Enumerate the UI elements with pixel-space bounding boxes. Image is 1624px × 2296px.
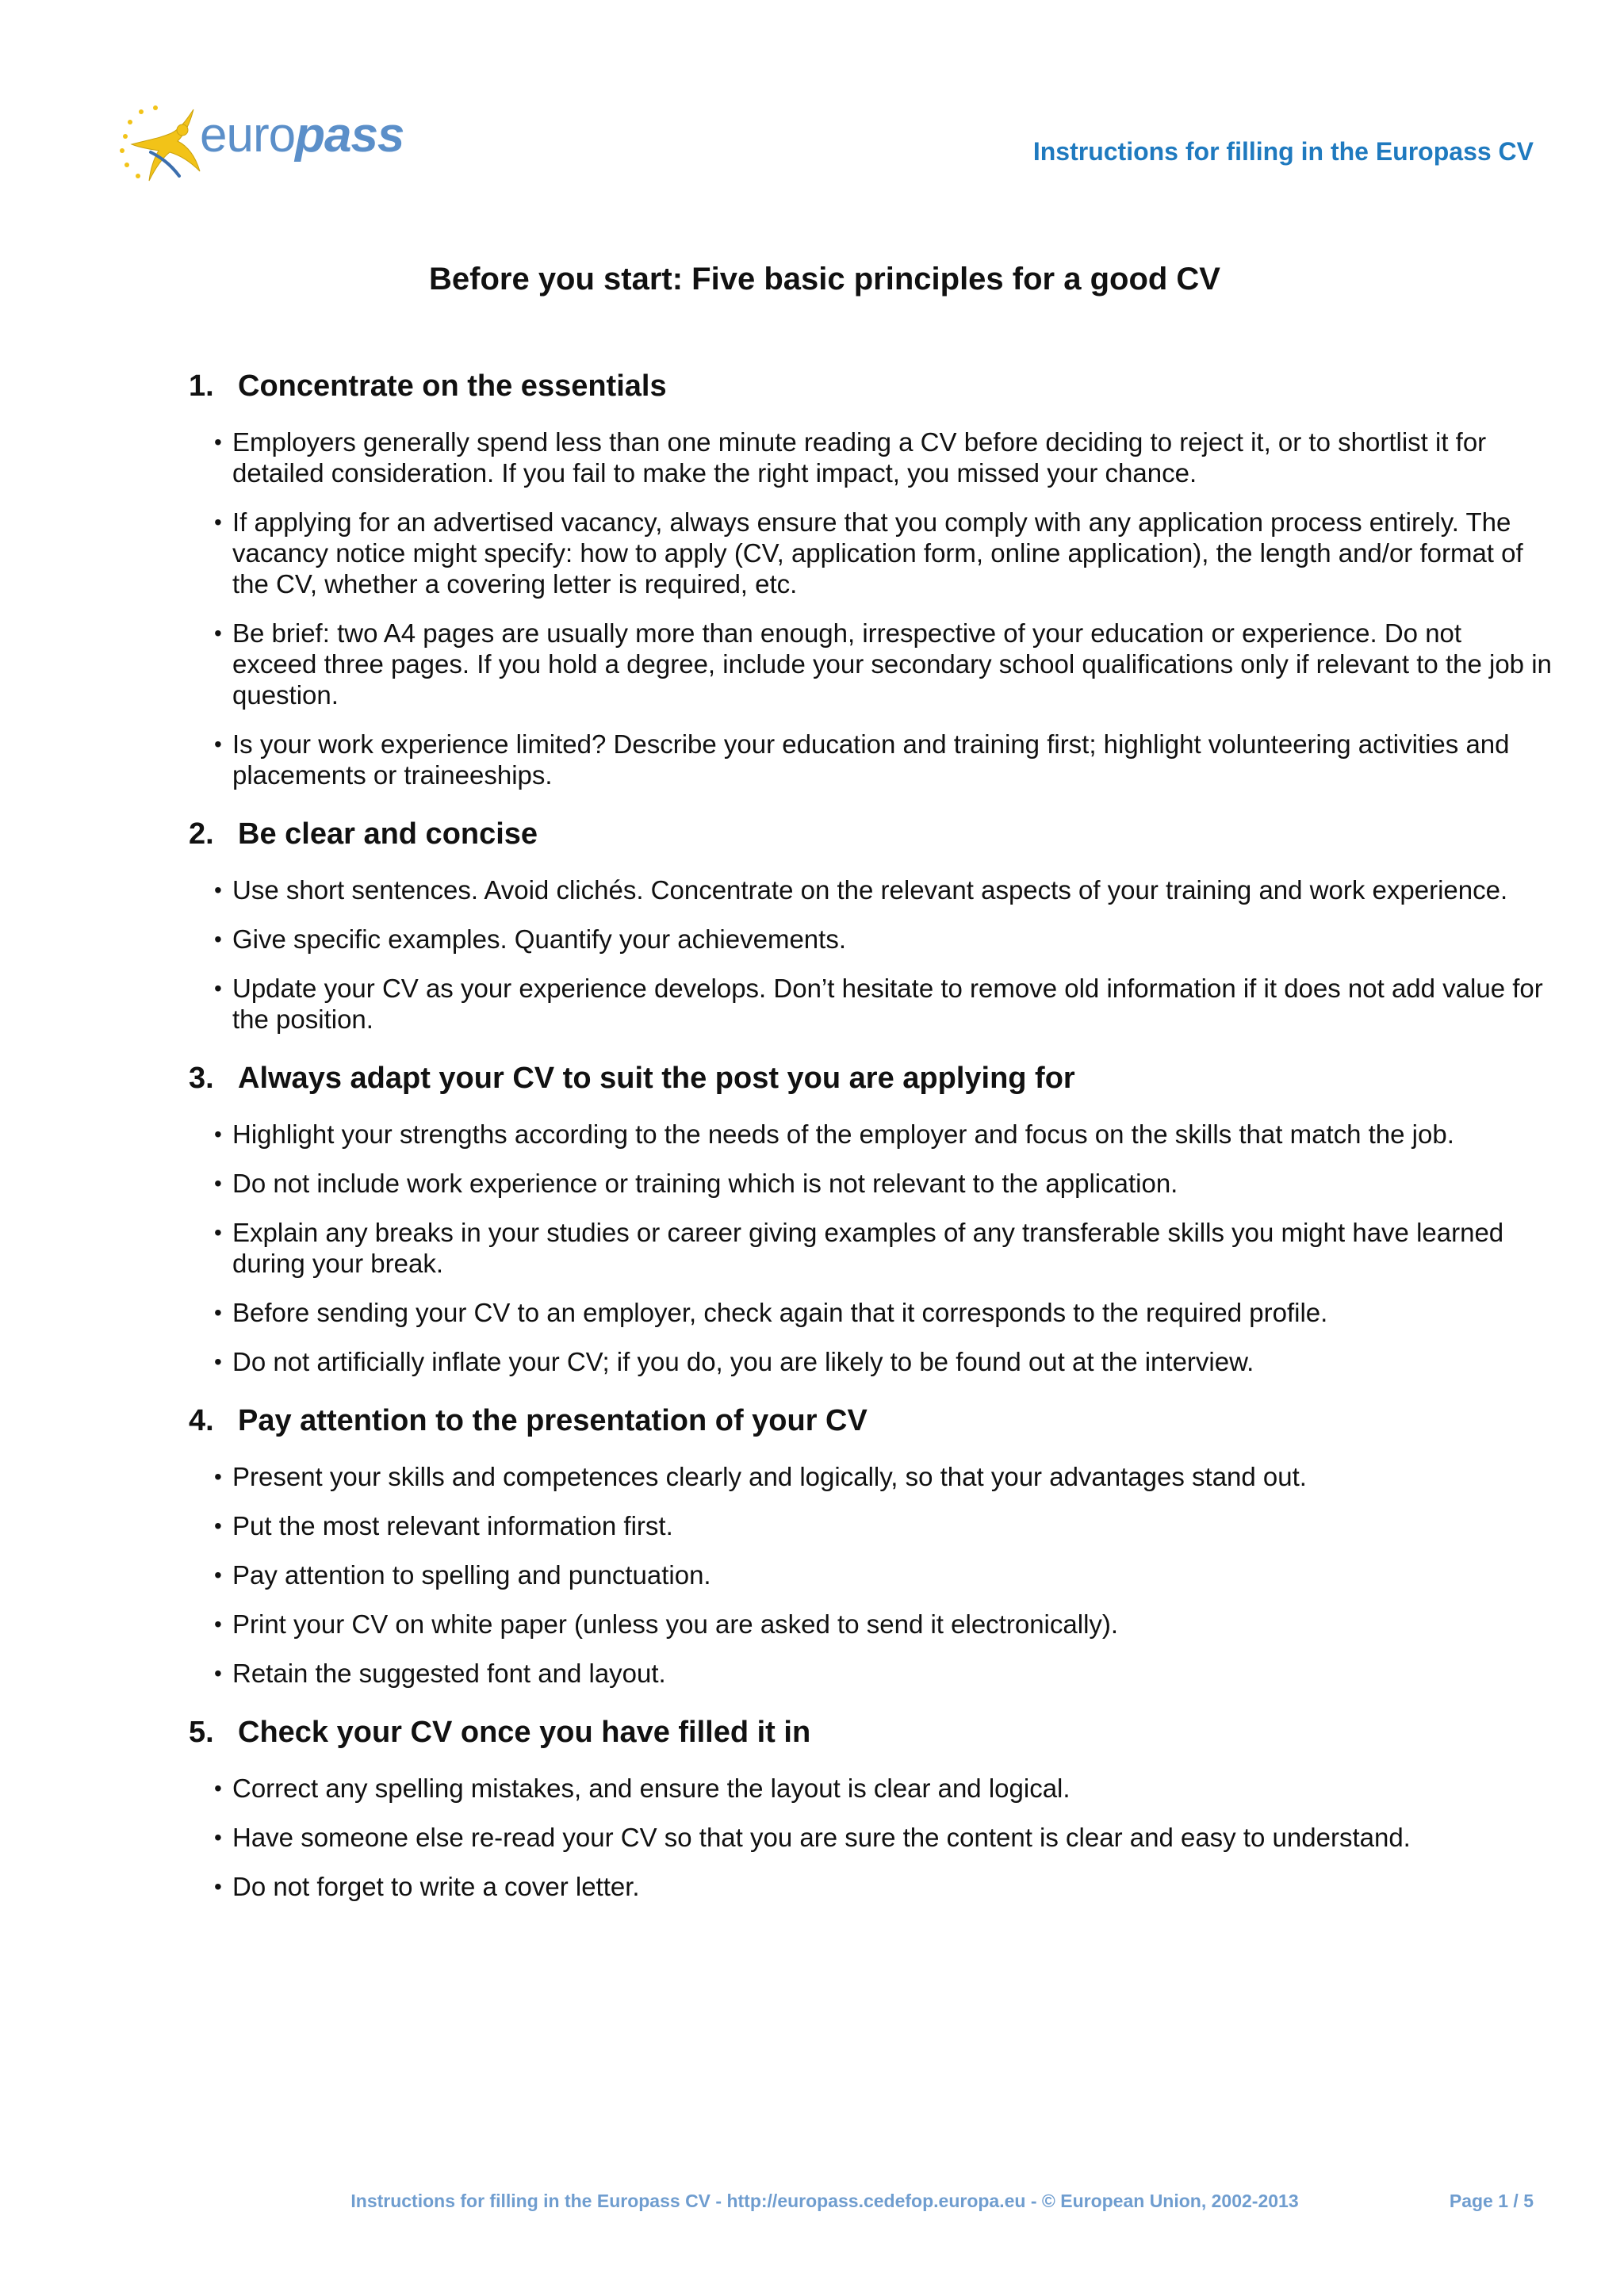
section-number: 2.	[189, 817, 214, 851]
section-4	[189, 1401, 1553, 1689]
bullet-list	[189, 1773, 1553, 1902]
bullet-dot-icon: •	[214, 1122, 222, 1146]
bullet-dot-icon: •	[214, 1300, 222, 1325]
bullet-dot-icon: •	[214, 1464, 222, 1489]
bullet-dot-icon: •	[214, 1612, 222, 1636]
list-item	[189, 1773, 1553, 1804]
bullet-text: Have someone else re-read your CV so that you are sure the content is clear and easy to understand.	[232, 1823, 1411, 1852]
list-item	[189, 1461, 1553, 1492]
list-item	[189, 874, 1553, 905]
principles-content	[189, 366, 1553, 1926]
bullet-text: Correct any spelling mistakes, and ensure the layout is clear and logical.	[232, 1774, 1071, 1803]
list-item	[189, 1346, 1553, 1377]
logo-text-bold: pass	[295, 108, 404, 163]
list-item	[189, 1119, 1553, 1150]
bullet-dot-icon: •	[214, 1661, 222, 1686]
bullet-text: Retain the suggested font and layout.	[232, 1659, 666, 1688]
list-item	[189, 1510, 1553, 1541]
bullet-text: Use short sentences. Avoid clichés. Concentrate on the relevant aspects of your training and work experience.	[232, 875, 1508, 905]
bullet-dot-icon: •	[214, 1171, 222, 1196]
list-item	[189, 507, 1553, 599]
list-item	[189, 924, 1553, 955]
list-item	[189, 1217, 1553, 1279]
header-title: Instructions for filling in the Europass CV	[1032, 137, 1534, 166]
bullet-text: Explain any breaks in your studies or career giving examples of any transferable skills you might have learned during your break.	[232, 1218, 1504, 1278]
bullet-text: Do not forget to write a cover letter.	[232, 1872, 640, 1901]
document-title: Before you start: Five basic principles for a good CV	[429, 262, 1220, 297]
bullet-list	[189, 427, 1553, 790]
section-heading-text: Always adapt your CV to suit the post you are applying for	[238, 1062, 1075, 1095]
list-item	[189, 1658, 1553, 1689]
bullet-text: Print your CV on white paper (unless you are asked to send it electronically).	[232, 1609, 1119, 1639]
bullet-text: Employers generally spend less than one minute reading a CV before deciding to reject it, or to shortlist it for detailed consideration. If you fail to make the right impact, you missed your chance.	[232, 427, 1487, 488]
europass-logo	[114, 98, 404, 186]
section-heading	[189, 1401, 1553, 1441]
list-item	[189, 729, 1553, 790]
logo-text-regular: euro	[200, 108, 296, 163]
list-item	[189, 427, 1553, 488]
section-1	[189, 366, 1553, 790]
bullet-dot-icon: •	[214, 976, 222, 1001]
bullet-dot-icon: •	[214, 621, 222, 645]
bullet-text: Is your work experience limited? Describe your education and training first; highlight volunteering activities and placements or traineeships.	[232, 729, 1510, 790]
section-3	[189, 1058, 1553, 1377]
section-heading	[189, 366, 1553, 406]
bullet-dot-icon: •	[214, 1349, 222, 1374]
bullet-text: Be brief: two A4 pages are usually more than enough, irrespective of your education or experience. Do not exceed three pages. If you hold a degree, include your secondary school qualifications only if relevant to the job in question.	[232, 618, 1552, 710]
bullet-dot-icon: •	[214, 1220, 222, 1245]
section-number: 4.	[189, 1404, 214, 1437]
bullet-dot-icon: •	[214, 927, 222, 951]
list-item	[189, 1822, 1553, 1853]
bullet-text: Highlight your strengths according to the needs of the employer and focus on the skills that match the job.	[232, 1119, 1454, 1149]
bullet-dot-icon: •	[214, 732, 222, 756]
section-heading	[189, 1712, 1553, 1752]
section-heading-text: Concentrate on the essentials	[238, 369, 667, 403]
footer-text: Instructions for filling in the Europass CV - http://europass.cedefop.europa.eu - © European Union, 2002-2013	[350, 2191, 1299, 2211]
section-5	[189, 1712, 1553, 1902]
bullet-dot-icon: •	[214, 878, 222, 902]
page-number: Page 1 / 5	[1449, 2191, 1534, 2211]
bullet-text: Do not artificially inflate your CV; if you do, you are likely to be found out at the interview.	[232, 1347, 1254, 1376]
bullet-text: Give specific examples. Quantify your achievements.	[232, 924, 847, 954]
bullet-dot-icon: •	[214, 1776, 222, 1800]
list-item	[189, 1559, 1553, 1590]
list-item	[189, 1297, 1553, 1328]
bullet-text: Before sending your CV to an employer, check again that it corresponds to the required profile.	[232, 1298, 1328, 1327]
bullet-text: Update your CV as your experience develops. Don’t hesitate to remove old information if it does not add value for the position.	[232, 974, 1543, 1034]
bullet-text: Do not include work experience or training which is not relevant to the application.	[232, 1169, 1178, 1198]
bullet-text: Pay attention to spelling and punctuation.	[232, 1560, 711, 1590]
section-heading-text: Be clear and concise	[238, 817, 538, 851]
bullet-list	[189, 874, 1553, 1035]
list-item	[189, 973, 1553, 1035]
bullet-dot-icon: •	[214, 1563, 222, 1587]
bullet-dot-icon: •	[214, 430, 222, 454]
section-heading	[189, 814, 1553, 854]
section-heading-text: Check your CV once you have filled it in	[238, 1716, 811, 1749]
bullet-dot-icon: •	[214, 510, 222, 534]
list-item	[189, 1871, 1553, 1902]
bullet-list	[189, 1119, 1553, 1377]
bullet-dot-icon: •	[214, 1825, 222, 1850]
bullet-dot-icon: •	[214, 1874, 222, 1899]
bullet-text: If applying for an advertised vacancy, always ensure that you comply with any application process entirely. The vacancy notice might specify: how to apply (CV, application form, online application), the length and/or format of the CV, whether a covering letter is required, etc.	[232, 507, 1523, 599]
section-number: 5.	[189, 1716, 214, 1749]
list-item	[189, 1168, 1553, 1199]
bullet-text: Present your skills and competences clearly and logically, so that your advantages stand out.	[232, 1462, 1307, 1491]
section-2	[189, 814, 1553, 1035]
bullet-dot-icon: •	[214, 1513, 222, 1538]
bullet-list	[189, 1461, 1553, 1689]
europass-figure-icon	[114, 98, 209, 186]
section-number: 3.	[189, 1062, 214, 1095]
section-heading-text: Pay attention to the presentation of your CV	[238, 1404, 868, 1437]
section-number: 1.	[189, 369, 214, 403]
bullet-text: Put the most relevant information first.	[232, 1511, 673, 1540]
list-item	[189, 1609, 1553, 1640]
section-heading	[189, 1058, 1553, 1098]
list-item	[189, 618, 1553, 710]
